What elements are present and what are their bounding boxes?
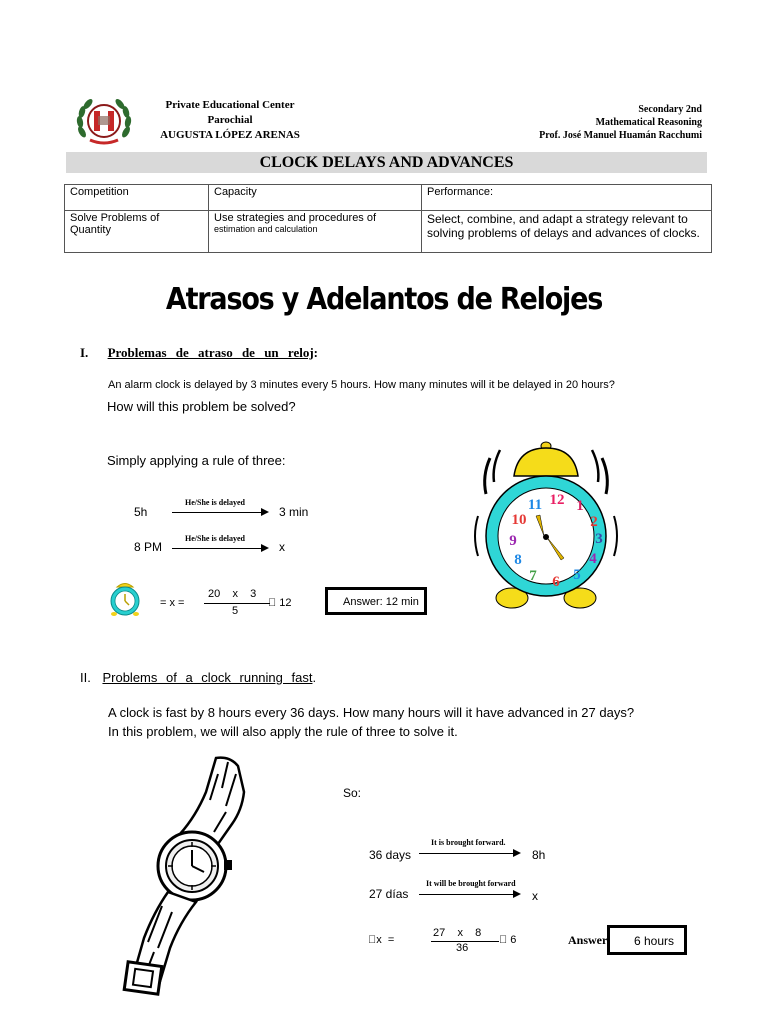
section1-numeral: I. [80,345,89,360]
section2-problem: A clock is fast by 8 hours every 36 days. How many hours will it have advanced in 27 days? [108,705,635,720]
competency-table [64,184,712,253]
section2-numeral: II. [80,670,91,685]
s2-eq-numerator: 27 x 8 [433,927,482,939]
clock-number-11: 11 [527,497,543,513]
s2-row2-left: 27 días [369,887,409,901]
s1-row2-right: x [279,540,285,554]
s1-row2-arrow-label: He/She is delayed [185,534,246,543]
s2-answer-box [607,925,687,955]
s1-eq-result:   12 [268,597,292,609]
school-line2: Parochial [207,114,253,126]
school-info [140,98,320,143]
section2-so: So: [343,786,362,800]
s1-row1-arrow-head [261,508,269,516]
school-name: AUGUSTA LÓPEZ ARENAS [160,129,300,141]
section2-period: . [312,670,317,685]
school-logo [74,96,134,146]
s2-row1-arrow [419,853,514,854]
section2-heading [80,670,316,685]
s2-eq-prefix:  x = [368,934,395,946]
capacity-small: estimation and calculation [214,224,318,234]
s1-row1-left: 5h [134,505,148,519]
s1-row1-arrow-label: He/She is delayed [185,498,246,507]
section2-note: In this problem, we will also apply the rule of three to solve it. [108,724,458,739]
s2-row1-arrow-label: It is brought forward. [431,838,506,847]
s1-answer-box [325,587,427,615]
header-performance: Performance: [422,185,712,211]
section1-title: Problemas de atraso de un reloj [107,345,314,360]
table-row [65,211,712,253]
clock-number-2: 2 [590,514,598,530]
grade-label: Secondary 2nd [638,104,702,115]
s2-row2-arrow [419,894,514,895]
capacity-main: Use strategies and procedures of [214,212,377,224]
cell-competition: Solve Problems of Quantity [65,211,209,253]
course-label: Mathematical Reasoning [595,117,702,128]
header-capacity: Capacity [209,185,422,211]
header-competition: Competition [65,185,209,211]
school-line1: Private Educational Center [165,99,295,111]
table-header-row [65,185,712,211]
teacher-label: Prof. José Manuel Huamán Racchumi [539,130,702,141]
section2-title: Problems of a clock running fast [102,670,313,685]
s1-row2-arrow-head [261,544,269,552]
course-info [470,103,702,142]
clock-number-9: 9 [509,533,517,549]
s2-eq-denominator: 36 [456,942,469,954]
s2-row1-left: 36 days [369,848,412,862]
section1-question: How will this problem be solved? [107,399,296,414]
clock-number-6: 6 [552,574,560,590]
clock-number-3: 3 [595,531,603,547]
clock-number-10: 10 [511,512,527,528]
section1-colon: : [313,345,318,360]
s1-eq-denominator: 5 [232,605,239,617]
section1-heading [80,345,318,361]
s1-row1-arrow [172,512,262,513]
main-title: Atrasos y Adelantos de Relojes [165,282,603,317]
s2-answer-label: Answer [568,933,608,947]
section1-problem: An alarm clock is delayed by 3 minutes every 5 hours. How many minutes will it be delayed in 20 hours? [108,379,615,391]
s2-eq-result:   6 [499,934,517,946]
clock-number-12: 12 [549,492,565,508]
s1-eq-numerator: 20 x 3 [208,588,257,600]
clock-number-1: 1 [576,498,584,514]
s2-row2-right: x [532,889,538,903]
s2-row1-arrow-head [513,849,521,857]
s1-answer: Answer: 12 min [343,596,419,608]
clock-number-7: 7 [529,568,537,584]
wristwatch-illustration [118,752,276,998]
s1-row1-right: 3 min [279,505,309,519]
s1-row2-left: 8 PM [134,540,163,554]
s1-eq-prefix: = x = [160,597,185,609]
s1-row2-arrow [172,548,262,549]
cell-performance: Select, combine, and adapt a strategy relevant to solving problems of delays and advances of clocks. [422,211,712,253]
clock-number-5: 5 [573,567,581,583]
cell-capacity [209,211,422,253]
s2-row1-right: 8h [532,848,546,862]
alarm-clock-illustration [462,436,630,614]
clock-number-4: 4 [589,551,597,567]
section1-method: Simply applying a rule of three: [107,453,286,468]
s2-row2-arrow-label: It will be brought forward [426,879,516,888]
s2-answer: 6 hours [634,934,675,948]
s1-eq-fraction-bar [204,603,270,604]
page-title: CLOCK DELAYS AND ADVANCES [66,152,707,173]
s2-row2-arrow-head [513,890,521,898]
small-alarm-clock-icon [108,581,142,617]
clock-number-8: 8 [514,552,522,568]
